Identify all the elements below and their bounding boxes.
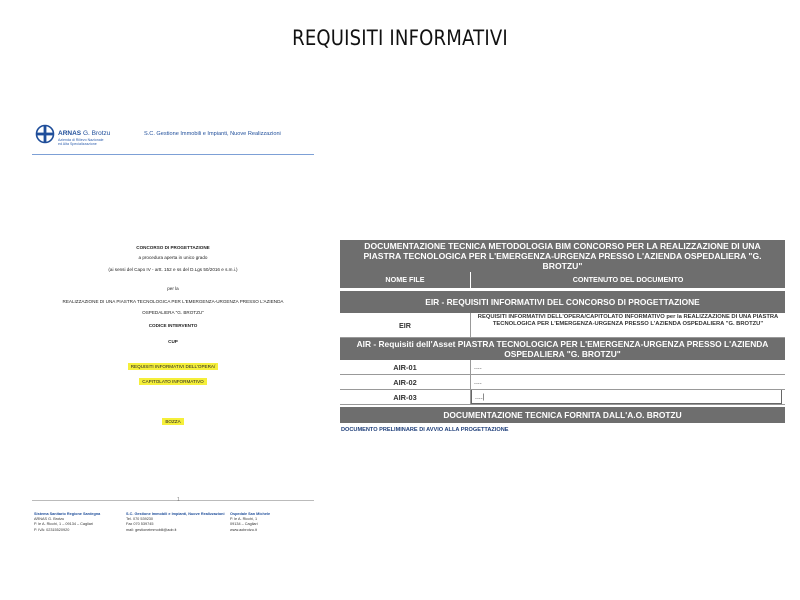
doc-line-concorso: CONCORSO DI PROGETTAZIONE: [136, 245, 210, 250]
table-row: [340, 360, 785, 375]
file-code: AIR-03: [340, 390, 471, 404]
file-content-cell[interactable]: ....: [474, 379, 482, 386]
footer-divider: [32, 500, 314, 501]
document-page: [32, 120, 314, 550]
doc-highlight-requisiti: REQUISITI INFORMATIVI DELL'OPERA/: [32, 363, 314, 370]
table-row: [340, 390, 785, 405]
file-code-eir: EIR: [340, 313, 471, 337]
file-code: AIR-01: [340, 360, 471, 374]
documentation-table: [340, 240, 785, 437]
logo-name: ARNAS G. Brotzu: [58, 130, 111, 137]
file-content-cell-active[interactable]: ....|: [471, 390, 782, 404]
doc-line-cup: CUP: [168, 339, 178, 344]
table-header-row: [340, 272, 785, 288]
file-content-cell[interactable]: ....: [474, 364, 482, 371]
column-header-content: CONTENUTO DEL DOCUMENTO: [572, 275, 684, 284]
doc-line-normativa: (ai sensi del Capo IV - artt. 152 e ss del D.Lgs 50/2016 e s.m.i.): [108, 267, 238, 272]
footer-col-ospedale: Ospedale San Michele P. le A. Ricchi, 1 09134 – Cagliari www.aobrotzu.it: [230, 512, 271, 532]
doc-line-realizzazione: REALIZZAZIONE DI UNA PIASTRA TECNOLOGICA PER L'EMERGENZA-URGENZA PRESSO L'AZIENDA: [62, 299, 284, 304]
header-divider: [32, 154, 314, 155]
doc-highlight-capitolato: CAPITOLATO INFORMATIVO: [32, 378, 314, 385]
doc-line-per-la: per la: [167, 286, 179, 291]
document-header: [32, 120, 314, 158]
slide-title: REQUISITI INFORMATIVI: [292, 26, 508, 50]
logo-subtitle: Azienda di Rilievo Nazionale ed Alta Specializzazione: [58, 138, 104, 147]
department-name: S.C. Gestione Immobili e Impianti, Nuove Realizzazioni: [144, 131, 281, 137]
preliminary-document-note: DOCUMENTO PRELIMINARE DI AVVIO ALLA PROGETTAZIONE: [341, 427, 509, 433]
table-title: DOCUMENTAZIONE TECNICA METODOLOGIA BIM CONCORSO PER LA REALIZZAZIONE DI UNA PIASTRA TECNOLOGICA PER L'EMERGENZA-URGENZA PRESSO L'AZIENDA OSPEDALIERA "G. BROTZU": [340, 240, 785, 272]
doc-highlight-bozza: BOZZA: [32, 418, 314, 425]
column-header-file: NOME FILE: [340, 272, 471, 288]
section-air: AIR - Requisiti dell'Asset PIASTRA TECNOLOGICA PER L'EMERGENZA-URGENZA PRESSO L'AZIENDA OSPEDALIERA "G. BROTZU": [340, 338, 785, 360]
page-number: 1: [177, 497, 180, 503]
table-row: [340, 375, 785, 390]
file-description-eir: REQUISITI INFORMATIVI DELL'OPERA/CAPITOLATO INFORMATIVO per la REALIZZAZIONE DI UNA PIASTRA TECNOLOGICA PER L'EMERGENZA-URGENZA PRESSO L'AZIENDA OSPEDALIERA "G. BROTZU": [477, 314, 779, 327]
section-technical-docs: DOCUMENTAZIONE TECNICA FORNITA DALL'A.O. BROTZU: [340, 407, 785, 423]
footer-col-struttura: S.C. Gestione Immobili e Impianti, Nuove Realizzazioni Tel. 070 539230 Fax 070 539745 mail: gestioneimmobili@aob.it: [126, 512, 225, 532]
table-row: [340, 313, 785, 338]
doc-line-procedura: a procedura aperta in unico grado: [138, 255, 208, 260]
document-footer: [32, 497, 314, 550]
doc-line-codice: CODICE INTERVENTO: [148, 323, 198, 328]
file-code: AIR-02: [340, 375, 471, 389]
doc-line-ospedaliera: OSPEDALIERA "G. BROTZU": [142, 310, 204, 315]
footer-col-regione: Sistema Sanitario Regione Sardegna ARNAS G. Brotzu P. le A. Ricchi, 1 – 09134 – Cagliari P. IVA: 02315520920: [34, 512, 101, 532]
section-eir: EIR - REQUISITI INFORMATIVI DEL CONCORSO DI PROGETTAZIONE: [340, 291, 785, 313]
arnas-logo-icon: [35, 124, 55, 144]
